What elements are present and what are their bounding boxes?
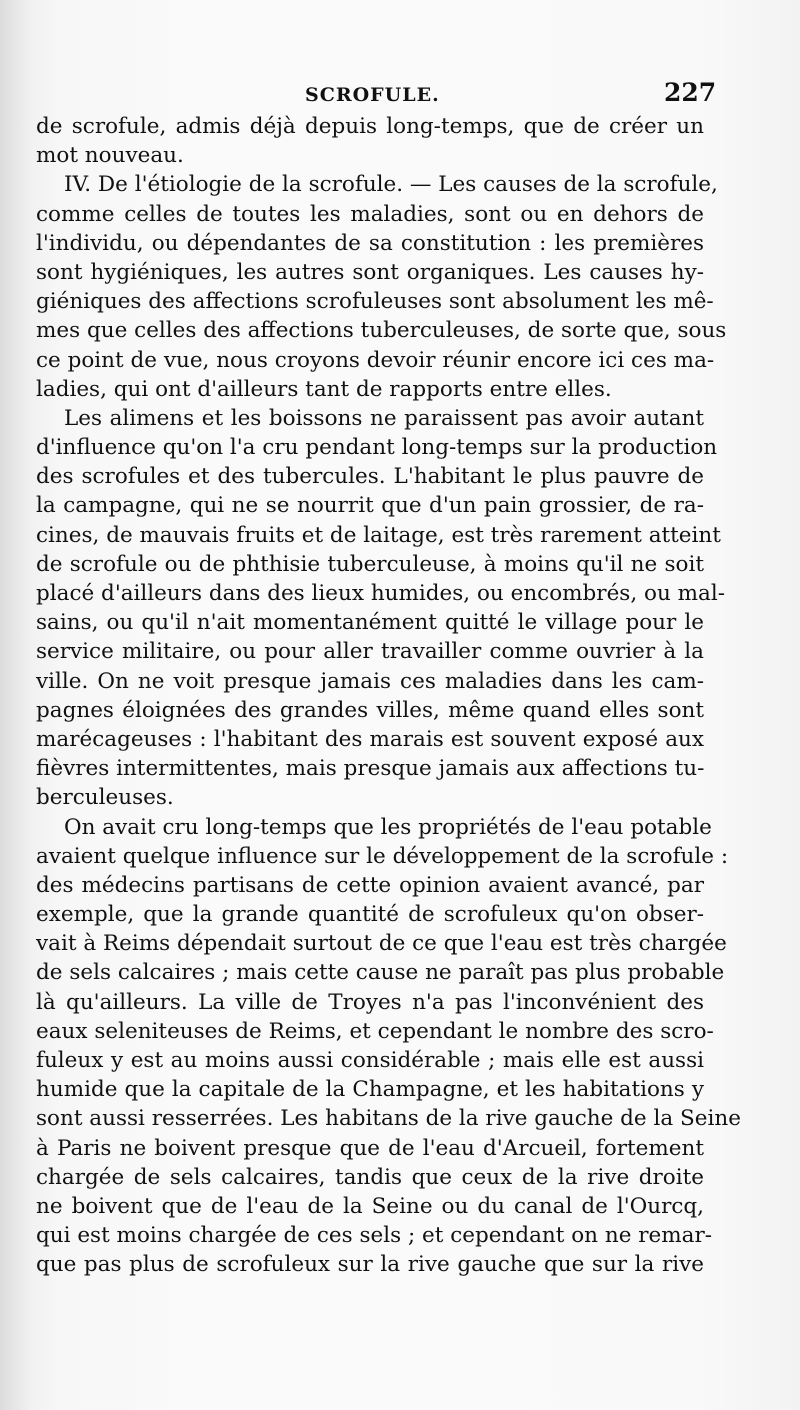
text-line: IV. De l'étiologie de la scrofule. — Les causes de la scrofule, [64, 172, 718, 198]
page-number: 227 [664, 78, 717, 107]
text-line: On avait cru long-temps que les propriétés de l'eau potable [64, 814, 712, 840]
text-line: fièvres intermittentes, mais presque jamais aux affections tu- [36, 756, 705, 782]
text-line: mot nouveau. [36, 143, 184, 169]
text-line: Les alimens et les boissons ne paraissent pas avoir autant [64, 405, 704, 431]
text-line: chargée de sels calcaires, tandis que ceux de la rive droite [36, 1164, 704, 1190]
text-line: humide que la capitale de la Champagne, et les habitations y [36, 1077, 704, 1103]
text-line: vait à Reims dépendait surtout de ce que l'eau est très chargée [36, 931, 727, 957]
text-line: marécageuses : l'habitant des marais est souvent exposé aux [36, 726, 704, 752]
body-text [36, 112, 741, 1280]
text-line: ce point de vue, nous croyons devoir réunir encore ici ces ma- [36, 347, 715, 373]
text-line: de sels calcaires ; mais cette cause ne paraît pas plus probable [36, 960, 725, 986]
text-line: l'individu, ou dépendantes de sa constitution : les premières [36, 230, 704, 256]
text-line: des médecins partisans de cette opinion avaient avancé, par [36, 872, 704, 898]
text-line: service militaire, ou pour aller travailler comme ouvrier à la [36, 639, 704, 665]
text-line: pagnes éloignées des grandes villes, même quand elles sont [36, 697, 704, 723]
text-line: eaux seleniteuses de Reims, et cependant le nombre des scro- [36, 1018, 714, 1044]
running-head [0, 78, 800, 112]
text-line: fuleux y est au moins aussi considérable ; mais elle est aussi [36, 1048, 704, 1073]
text-line: de scrofule ou de phthisie tuberculeuse, à moins qu'il ne soit [36, 551, 704, 577]
text-line: exemple, que la grande quantité de scrofuleux qu'on obser- [36, 902, 704, 928]
text-line: ladies, qui ont d'ailleurs tant de rapports entre elles. [36, 376, 612, 402]
text-line: ne boivent que de l'eau de la Seine ou du canal de l'Ourcq, [36, 1193, 704, 1219]
text-line: berculeuses. [36, 785, 174, 811]
text-line: avaient quelque influence sur le développement de la scrofule : [36, 843, 729, 869]
text-line: à Paris ne boivent presque que de l'eau d'Arcueil, fortement [36, 1135, 704, 1161]
text-line: placé d'ailleurs dans des lieux humides, ou encombrés, ou mal- [36, 581, 725, 606]
text-line: que pas plus de scrofuleux sur la rive gauche que sur la rive [36, 1252, 704, 1278]
running-title: SCROFULE. [305, 84, 440, 106]
text-line: cines, de mauvais fruits et de laitage, est très rarement atteint [36, 522, 721, 548]
text-line: la campagne, qui ne se nourrit que d'un pain grossier, de ra- [36, 493, 704, 519]
text-line: là qu'ailleurs. La ville de Troyes n'a pas l'inconvénient des [36, 989, 704, 1015]
text-line: sont hygiéniques, les autres sont organiques. Les causes hy- [36, 259, 704, 285]
text-line: mes que celles des affections tuberculeuses, de sorte que, sous [36, 318, 727, 344]
text-line: qui est moins chargée de ces sels ; et cependant on ne remar- [36, 1223, 713, 1249]
text-line: sont aussi resserrées. Les habitans de la rive gauche de la Seine [36, 1106, 741, 1132]
text-line: comme celles de toutes les maladies, sont ou en dehors de [36, 201, 704, 227]
text-line: d'influence qu'on l'a cru pendant long-temps sur la production [36, 435, 718, 461]
text-line: de scrofule, admis déjà depuis long-temps, que de créer un [36, 114, 704, 139]
text-line: ville. On ne voit presque jamais ces maladies dans les cam- [36, 668, 704, 694]
text-line: des scrofules et des tubercules. L'habitant le plus pauvre de [36, 464, 704, 490]
text-line: sains, ou qu'il n'ait momentanément quitté le village pour le [36, 610, 704, 636]
text-line: giéniques des affections scrofuleuses sont absolument les mê- [36, 289, 714, 315]
